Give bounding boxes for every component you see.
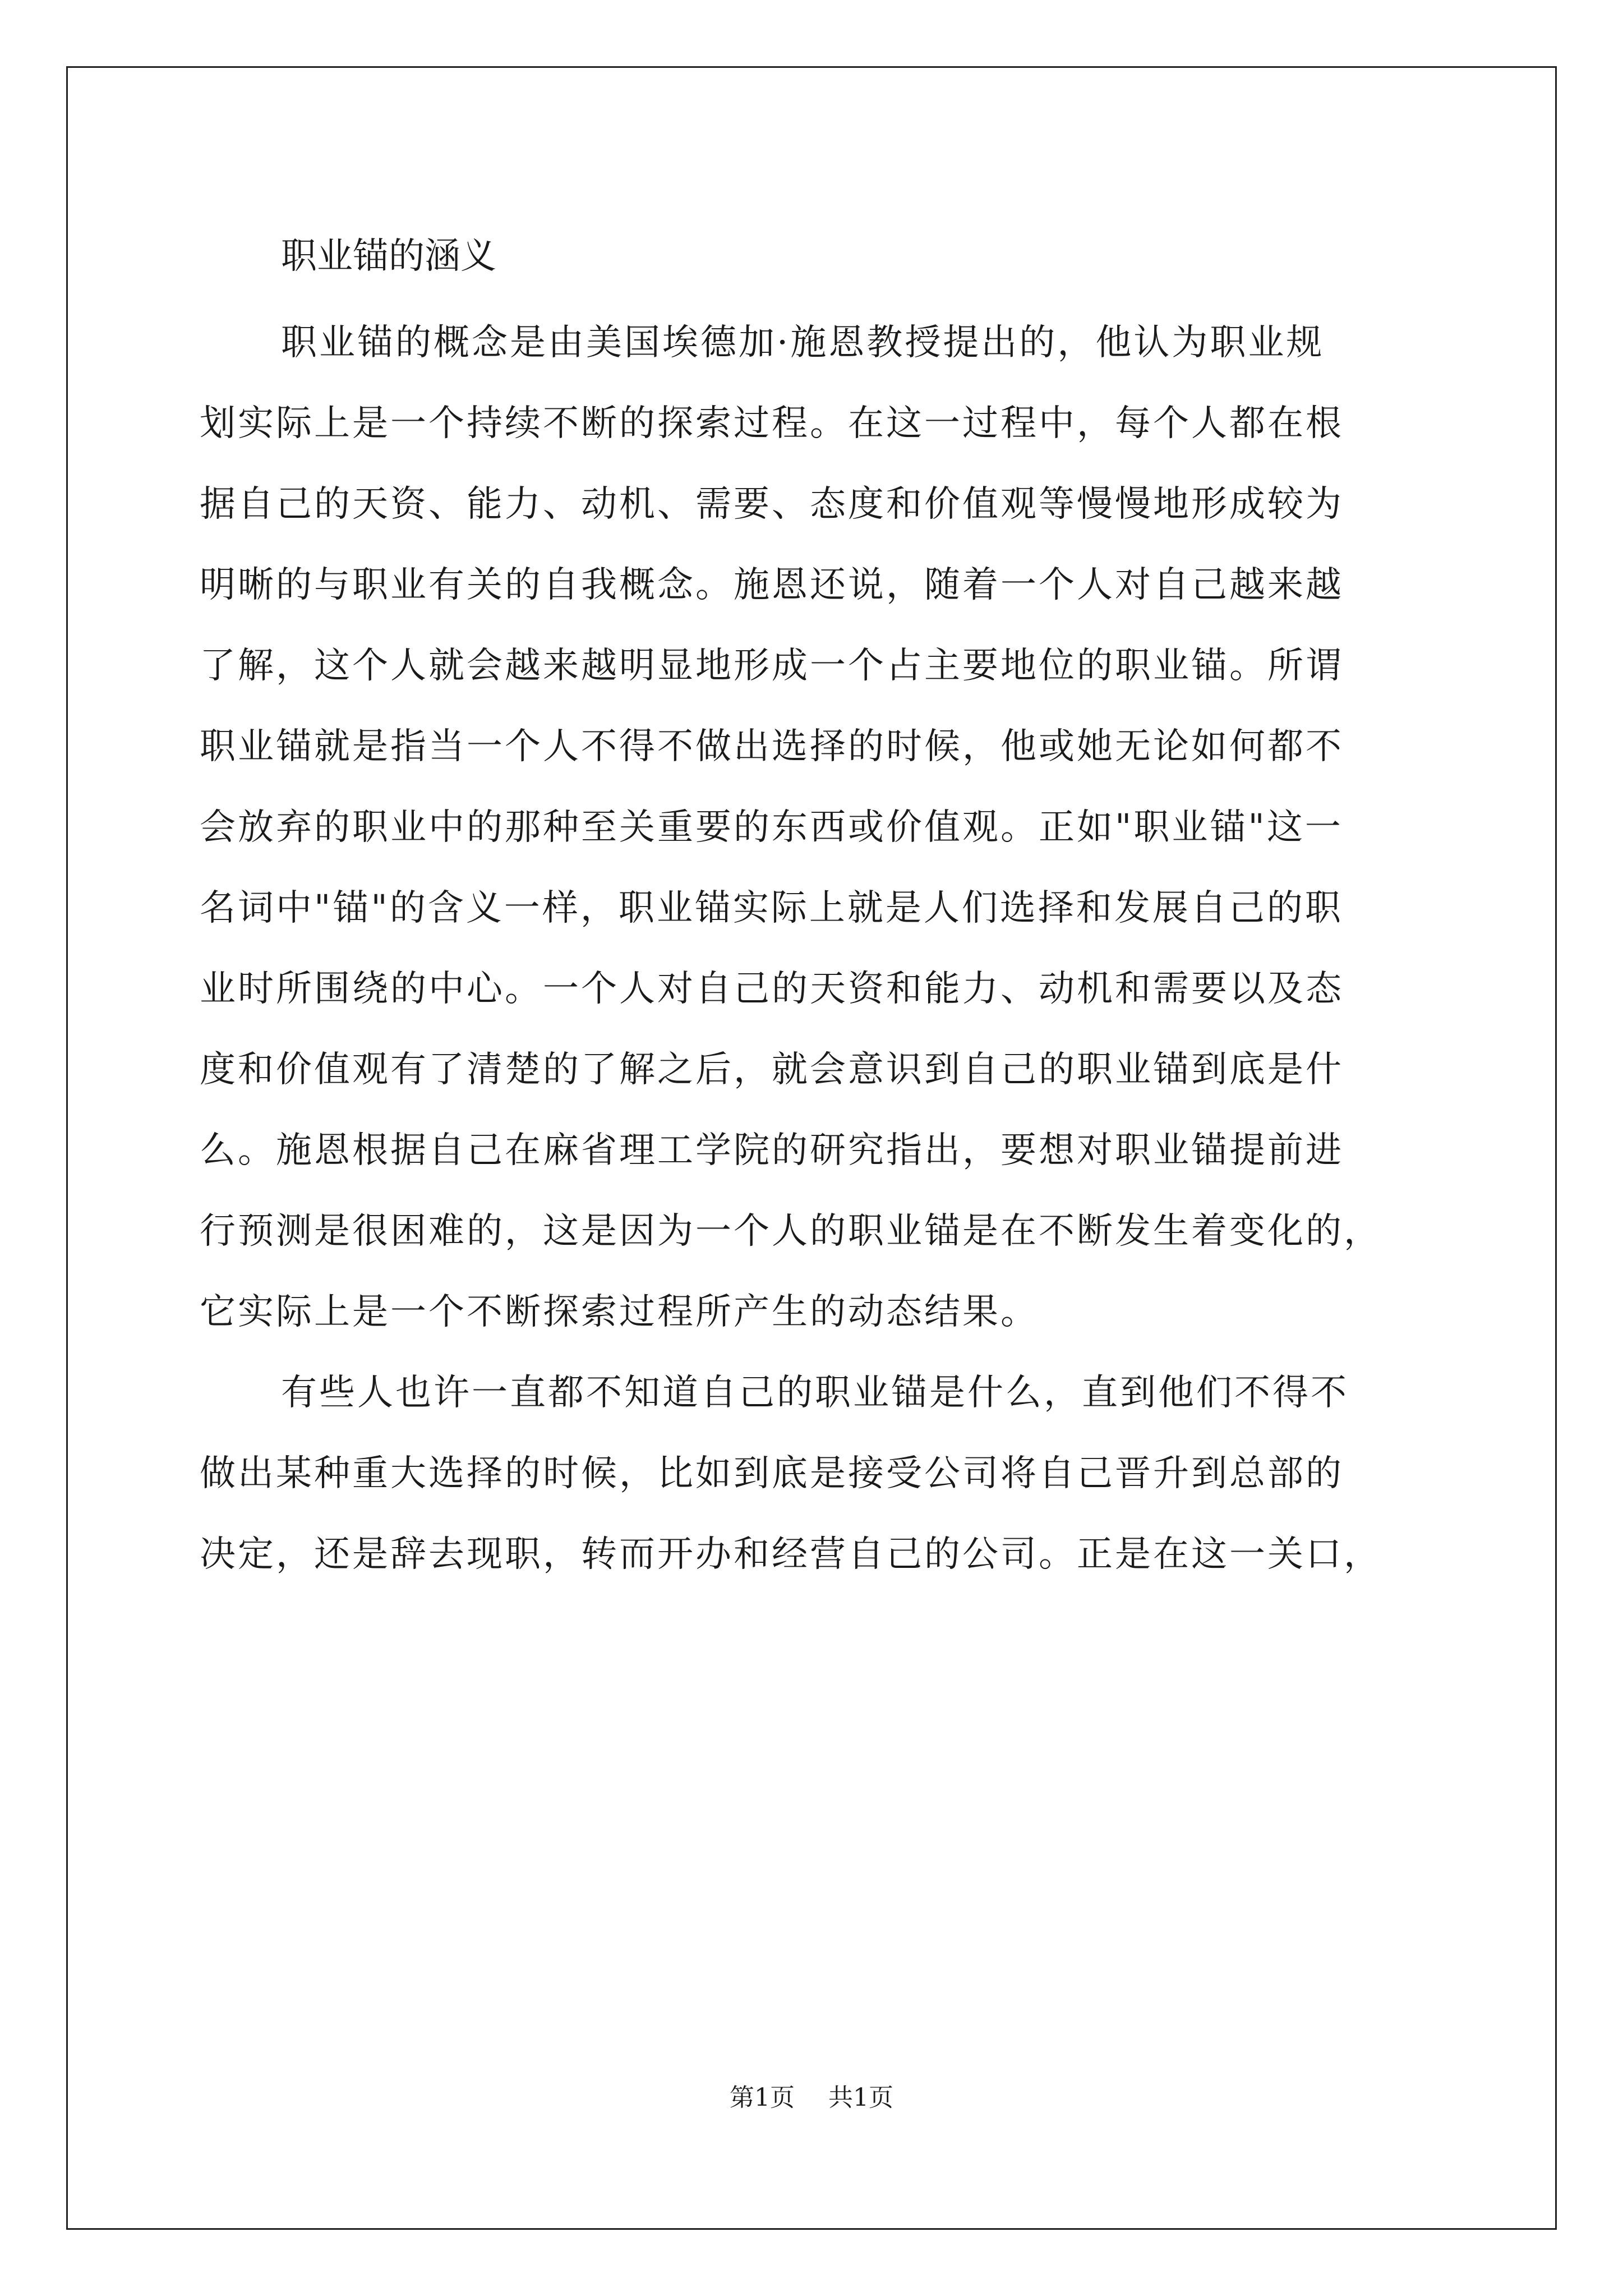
text-line: 业时所围绕的中心。一个人对自己的天资和能力、动机和需要以及态 [200, 968, 1344, 1010]
text-line: 据自己的天资、能力、动机、需要、态度和价值观等慢慢地形成较为 [200, 484, 1344, 525]
text-line: 它实际上是一个不断探索过程所产生的动态结果。 [200, 1291, 1039, 1333]
text-line: 职业锚就是指当一个人不得不做出选择的时候，他或她无论如何都不 [200, 726, 1344, 767]
document-title: 职业锚的涵义 [281, 236, 496, 277]
text-line: 会放弃的职业中的那种至关重要的东西或价值观。正如"职业锚"这一 [200, 807, 1343, 848]
text-line: 决定，还是辞去现职，转而开办和经营自己的公司。正是在这一关口， [200, 1534, 1382, 1575]
text-line: 么。施恩根据自己在麻省理工学院的研究指出，要想对职业锚提前进 [200, 1130, 1344, 1171]
page-count: 共1页 [828, 2083, 893, 2112]
text-line: 名词中"锚"的含义一样，职业锚实际上就是人们选择和发展自己的职 [200, 887, 1343, 929]
text-line: 度和价值观有了清楚的了解之后，就会意识到自己的职业锚到底是什 [200, 1049, 1344, 1091]
text-line: 明晰的与职业有关的自我概念。施恩还说，随着一个人对自己越来越 [200, 564, 1344, 606]
text-line: 了解，这个人就会越来越明显地形成一个占主要地位的职业锚。所谓 [200, 645, 1344, 687]
text-line: 做出某种重大选择的时候，比如到底是接受公司将自己晋升到总部的 [200, 1453, 1344, 1494]
document-body [200, 216, 1439, 1595]
text-line: 职业锚的概念是由美国埃德加·施恩教授提出的，他认为职业规 [281, 322, 1325, 364]
paragraph-2 [200, 1352, 1439, 1595]
paragraph-1 [200, 302, 1439, 1352]
text-line: 有些人也许一直都不知道自己的职业锚是什么，直到他们不得不 [281, 1372, 1349, 1414]
page-footer [0, 2081, 1623, 2115]
text-line: 行预测是很困难的，这是因为一个人的职业锚是在不断发生着变化的， [200, 1211, 1382, 1252]
page-number: 第1页 [730, 2083, 795, 2112]
text-line: 划实际上是一个持续不断的探索过程。在这一过程中，每个人都在根 [200, 403, 1344, 444]
